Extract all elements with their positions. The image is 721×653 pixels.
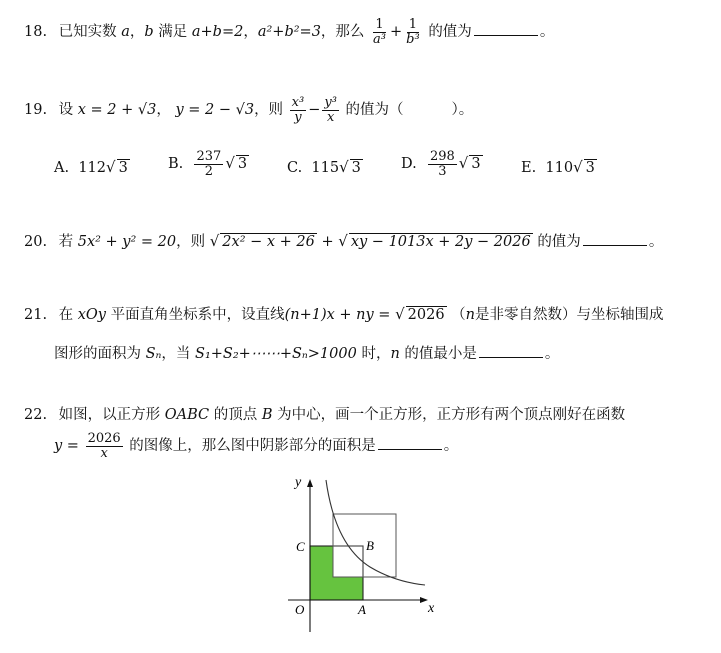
var-n: n xyxy=(465,307,475,323)
sqrt-symbol: √ xyxy=(573,158,583,176)
option-label: B. xyxy=(168,156,184,173)
option-a[interactable] xyxy=(54,158,130,176)
punct: 。 xyxy=(443,438,459,455)
radicand: 3 xyxy=(118,160,128,176)
x-definition: x = 2 + √3 xyxy=(77,102,157,119)
fraction xyxy=(322,96,339,124)
radicand-1: 2x² − x + 26 xyxy=(222,234,315,250)
x-axis-arrow xyxy=(420,597,428,603)
var-sn: Sₙ xyxy=(145,346,162,362)
q20-text: 的值为 xyxy=(537,234,581,250)
shaded-region-2 xyxy=(333,577,363,600)
y-axis-label: y xyxy=(295,475,302,490)
x-axis-label: x xyxy=(428,601,435,616)
punct: ， xyxy=(129,24,145,41)
sqrt-symbol: √ xyxy=(339,158,349,176)
numerator: 2026 xyxy=(87,431,121,446)
q22-text: 的顶点 xyxy=(213,407,258,423)
radicand-2: xy − 1013x + 2y − 2026 xyxy=(350,234,531,250)
option-c[interactable] xyxy=(287,158,363,176)
label-a: A xyxy=(358,602,366,617)
q19-text: 设 xyxy=(58,102,74,119)
line-equation: (n+1)x + ny = xyxy=(284,307,391,323)
option-b[interactable] xyxy=(168,150,249,178)
denominator: a³ xyxy=(373,31,386,47)
question-number: 22. xyxy=(24,407,48,423)
option-coefficient: 115 xyxy=(311,160,340,176)
q21-text: ，当 xyxy=(161,346,191,362)
sqrt-symbol: √ xyxy=(209,232,220,250)
square-oabc xyxy=(310,546,363,600)
option-coefficient: 110 xyxy=(545,160,574,176)
answer-blank[interactable] xyxy=(583,244,647,246)
vertex-b: B xyxy=(261,407,273,423)
fraction xyxy=(86,432,123,460)
q18-text: 满足 xyxy=(158,24,188,41)
fraction xyxy=(290,96,307,124)
q22-text: 的图像上，那么图中阴影部分的面积是 xyxy=(129,438,376,455)
q21-text: 在 xyxy=(58,307,74,323)
y-axis-arrow xyxy=(307,479,313,487)
y-definition: y = 2 − √3 xyxy=(175,102,255,119)
plus-sign: + xyxy=(390,24,403,41)
option-label: E. xyxy=(521,160,537,176)
answer-blank[interactable] xyxy=(378,448,442,450)
function-lhs: y = xyxy=(54,438,79,455)
fraction xyxy=(428,150,457,178)
question-number: 18. xyxy=(24,24,48,41)
radicand: 3 xyxy=(351,160,361,176)
numerator: 298 xyxy=(429,149,455,164)
plus-sign: + xyxy=(321,234,334,250)
q21-text: 平面直角坐标系中，设直线 xyxy=(110,307,285,323)
punct: ， xyxy=(243,24,258,41)
option-coefficient: 112 xyxy=(78,160,106,176)
punct: ， xyxy=(156,102,171,119)
sqrt-symbol: √ xyxy=(395,305,405,323)
numerator: y³ xyxy=(324,95,337,110)
radicand: 2026 xyxy=(407,307,445,323)
q18-text: 那么 xyxy=(335,24,365,41)
minus-sign: − xyxy=(308,102,321,119)
denominator: 3 xyxy=(438,163,447,179)
numerator: x³ xyxy=(291,95,305,110)
sqrt-symbol: √ xyxy=(458,154,469,173)
radicand: 3 xyxy=(237,156,248,173)
numerator: 1 xyxy=(375,17,384,32)
punct: 。 xyxy=(539,24,555,41)
fraction xyxy=(371,18,388,46)
question-21-line-2 xyxy=(54,342,559,363)
q22-text: 如图，以正方形 xyxy=(58,407,161,423)
condition-1: a+b=2 xyxy=(191,24,244,41)
shaded-region-1 xyxy=(310,546,333,600)
question-21 xyxy=(24,303,664,324)
radicand: 3 xyxy=(585,160,595,176)
fraction xyxy=(404,18,422,46)
answer-blank[interactable] xyxy=(479,356,543,358)
q19-text: ，则 xyxy=(254,102,284,119)
q20-text: ，则 xyxy=(176,234,206,250)
plane-name: xOy xyxy=(77,307,106,323)
question-19 xyxy=(24,96,473,124)
punct: （ xyxy=(451,307,466,323)
q21-text: 的值最小是 xyxy=(404,346,477,362)
label-c: C xyxy=(296,539,305,554)
question-number: 20. xyxy=(24,234,48,250)
label-b: B xyxy=(366,538,374,553)
question-number: 19. xyxy=(24,102,48,119)
large-square xyxy=(333,514,396,577)
punct: 。 xyxy=(648,234,664,250)
var-n: n xyxy=(390,346,400,362)
q18-text: 已知实数 xyxy=(58,24,117,41)
answer-blank[interactable] xyxy=(474,34,538,36)
q21-text: 是非零自然数）与坐标轴围成 xyxy=(475,307,664,323)
question-22 xyxy=(24,403,625,424)
var-a: a xyxy=(121,24,130,41)
rotated-square-inner xyxy=(333,546,363,577)
denominator: x xyxy=(100,445,108,461)
fraction xyxy=(194,150,223,178)
var-b: b xyxy=(144,24,154,41)
option-label: A. xyxy=(54,160,70,176)
square-name: OABC xyxy=(164,407,210,423)
question-22-line-2 xyxy=(54,432,458,460)
numerator: 237 xyxy=(196,149,222,164)
label-o: O xyxy=(295,602,305,617)
q18-text: 的值为 xyxy=(428,24,472,41)
q21-text: 图形的面积为 xyxy=(54,346,141,362)
q20-text: 若 xyxy=(58,234,74,250)
option-d[interactable] xyxy=(401,150,483,178)
punct: 。 xyxy=(544,346,560,362)
q19-text: 的值为（ xyxy=(345,102,404,119)
radicand: 3 xyxy=(471,156,481,173)
question-18 xyxy=(24,18,554,46)
condition: 5x² + y² = 20 xyxy=(77,234,177,250)
punct: ）。 xyxy=(451,102,474,119)
q21-text: 时， xyxy=(361,346,391,362)
question-number: 21. xyxy=(24,307,48,323)
sum-condition: S₁+S₂+⋯⋯+Sₙ>1000 xyxy=(195,346,357,362)
sqrt-symbol: √ xyxy=(225,154,235,173)
q22-text: 为中心，画一个正方形，正方形有两个顶点刚好在函数 xyxy=(277,407,626,423)
numerator: 1 xyxy=(408,17,418,32)
hyperbola-curve xyxy=(326,480,425,585)
denominator: 2 xyxy=(204,163,214,179)
condition-2: a²+b²=3 xyxy=(257,24,321,41)
option-e[interactable] xyxy=(521,158,597,176)
question-20 xyxy=(24,230,663,251)
option-label: C. xyxy=(287,160,303,176)
sqrt-symbol: √ xyxy=(106,158,116,176)
denominator: y xyxy=(294,109,302,125)
denominator: x xyxy=(326,109,335,125)
sqrt-symbol: √ xyxy=(338,232,348,250)
punct: ， xyxy=(320,24,336,41)
denominator: b³ xyxy=(406,31,420,47)
option-label: D. xyxy=(401,156,417,173)
